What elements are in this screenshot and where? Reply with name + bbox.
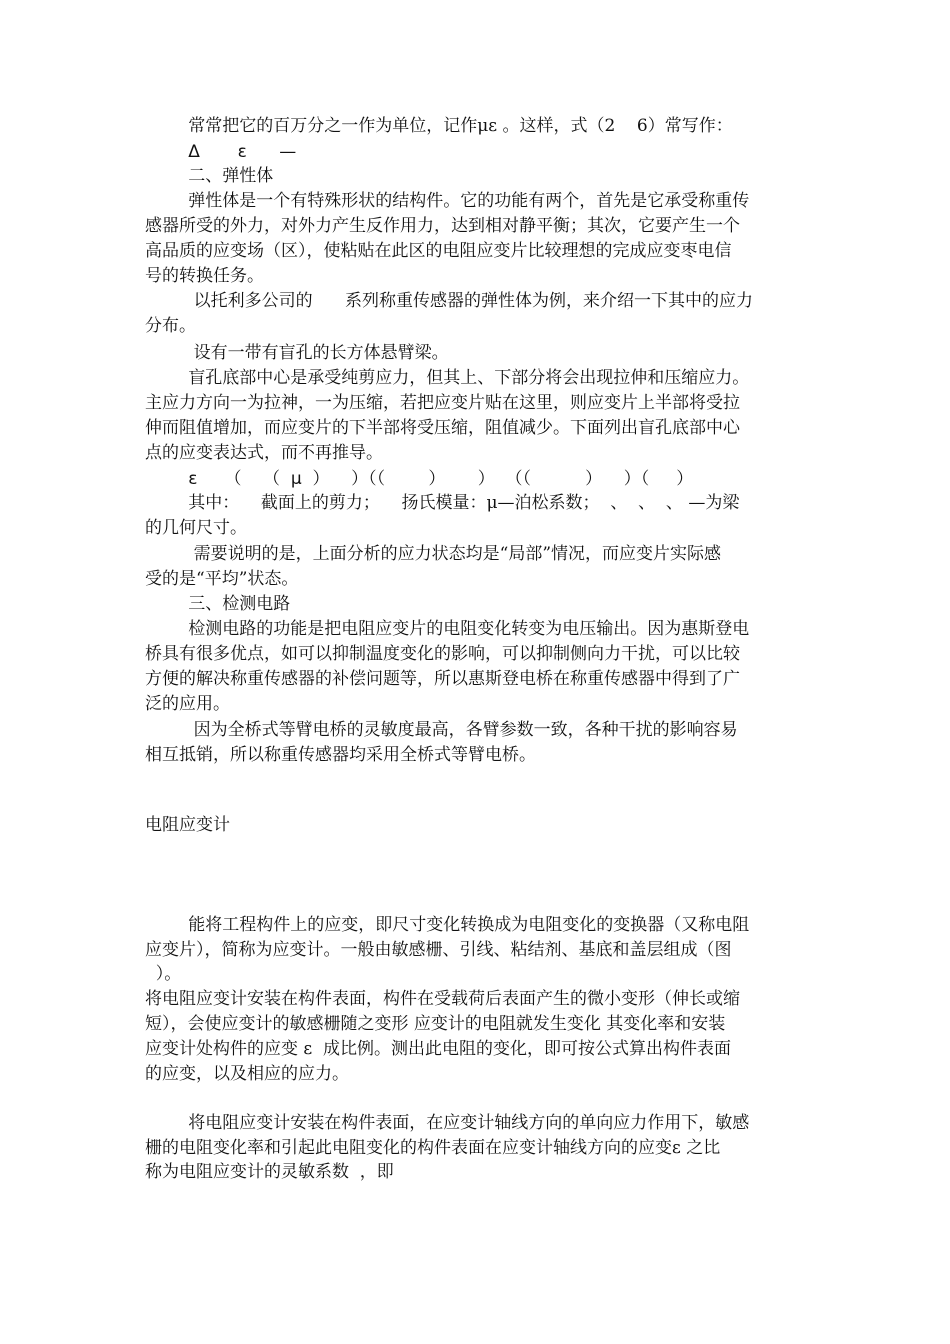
text-line: 相互抵销，所以称重传感器均采用全桥式等臂电桥。 [145,745,536,765]
text-line: 检测电路的功能是把电阻应变片的电阻变化转变为电压输出。因为惠斯登电 [145,619,750,639]
text-line: 主应力方向一为拉神，一为压缩，若把应变片贴在这里，则应变片上半部将受拉 [145,393,740,413]
text-line: ）。 [145,964,182,984]
formula-line: Δ ε — [145,142,297,162]
text-line: 应变片），简称为应变计。一般由敏感栅、引线、粘结剂、基底和盖层组成（图 [145,940,732,960]
text-line: 短），会使应变计的敏感栅随之变形 应变计的电阻就发生变化 其变化率和安装 [145,1014,726,1034]
text-line: 方便的解决称重传感器的补偿问题等，所以惠斯登电桥在称重传感器中得到了广 [145,669,740,689]
text-line: 以托利多公司的 系列称重传感器的弹性体为例，来介绍一下其中的应力 [145,291,754,311]
text-line: 受的是“平均”状态。 [145,569,299,589]
text-line: 能将工程构件上的应变，即尺寸变化转换成为电阻变化的变换器（又称电阻 [145,915,750,935]
text-line: 伸而阻值增加，而应变片的下半部将受压缩，阻值减少。下面列出盲孔底部中心 [145,418,740,438]
text-line: 应变计处构件的应变 ε 成比例。测出此电阻的变化，即可按公式算出构件表面 [145,1039,732,1059]
text-line: 分布。 [145,316,196,336]
text-line: 高品质的应变场（区），使粘贴在此区的电阻应变片比较理想的完成应变枣电信 [145,241,732,261]
text-line: 设有一带有盲孔的长方体悬臂梁。 [145,343,449,363]
text-line: 栅的电阻变化率和引起此电阻变化的构件表面在应变计轴线方向的应变ε 之比 [145,1138,721,1158]
text-line: 其中： 截面上的剪力； 扬氏模量：μ—泊松系数； 、 、 、 —为梁 [145,493,740,513]
text-line: 弹性体是一个有特殊形状的结构件。它的功能有两个，首先是它承受称重传 [145,191,750,211]
text-line: 称为电阻应变计的灵敏系数 ，即 [145,1162,394,1182]
text-line: 泛的应用。 [145,694,230,714]
text-line: 点的应变表达式，而不再推导。 [145,443,383,463]
page-title: 电阻应变计 [145,815,230,835]
formula-line: ε （ （ μ ） ）（（ ） ） （（ ） ）（ ） [145,469,694,489]
text-line: 感器所受的外力，对外力产生反作用力，达到相对静平衡；其次，它要产生一个 [145,216,740,236]
text-line: 因为全桥式等臂电桥的灵敏度最高，各臂参数一致，各种干扰的影响容易 [145,720,738,740]
text-line: 的几何尺寸。 [145,518,247,538]
section-heading: 三、检测电路 [145,594,291,614]
text-line: 的应变，以及相应的应力。 [145,1064,349,1084]
text-line: 桥具有很多优点，如可以抑制温度变化的影响，可以抑制侧向力干扰，可以比较 [145,644,740,664]
text-line: 常常把它的百万分之一作为单位，记作με 。这样，式（2 6）常写作： [145,116,733,136]
text-line: 将电阻应变计安装在构件表面，构件在受载荷后表面产生的微小变形（伸长或缩 [145,989,740,1009]
text-line: 将电阻应变计安装在构件表面，在应变计轴线方向的单向应力作用下，敏感 [145,1113,750,1133]
section-heading: 二、弹性体 [145,166,274,186]
text-line: 号的转换任务。 [145,266,264,286]
text-line: 需要说明的是，上面分析的应力状态均是“局部”情况，而应变片实际感 [145,544,722,564]
text-line: 盲孔底部中心是承受纯剪应力，但其上、下部分将会出现拉伸和压缩应力。 [145,368,750,388]
